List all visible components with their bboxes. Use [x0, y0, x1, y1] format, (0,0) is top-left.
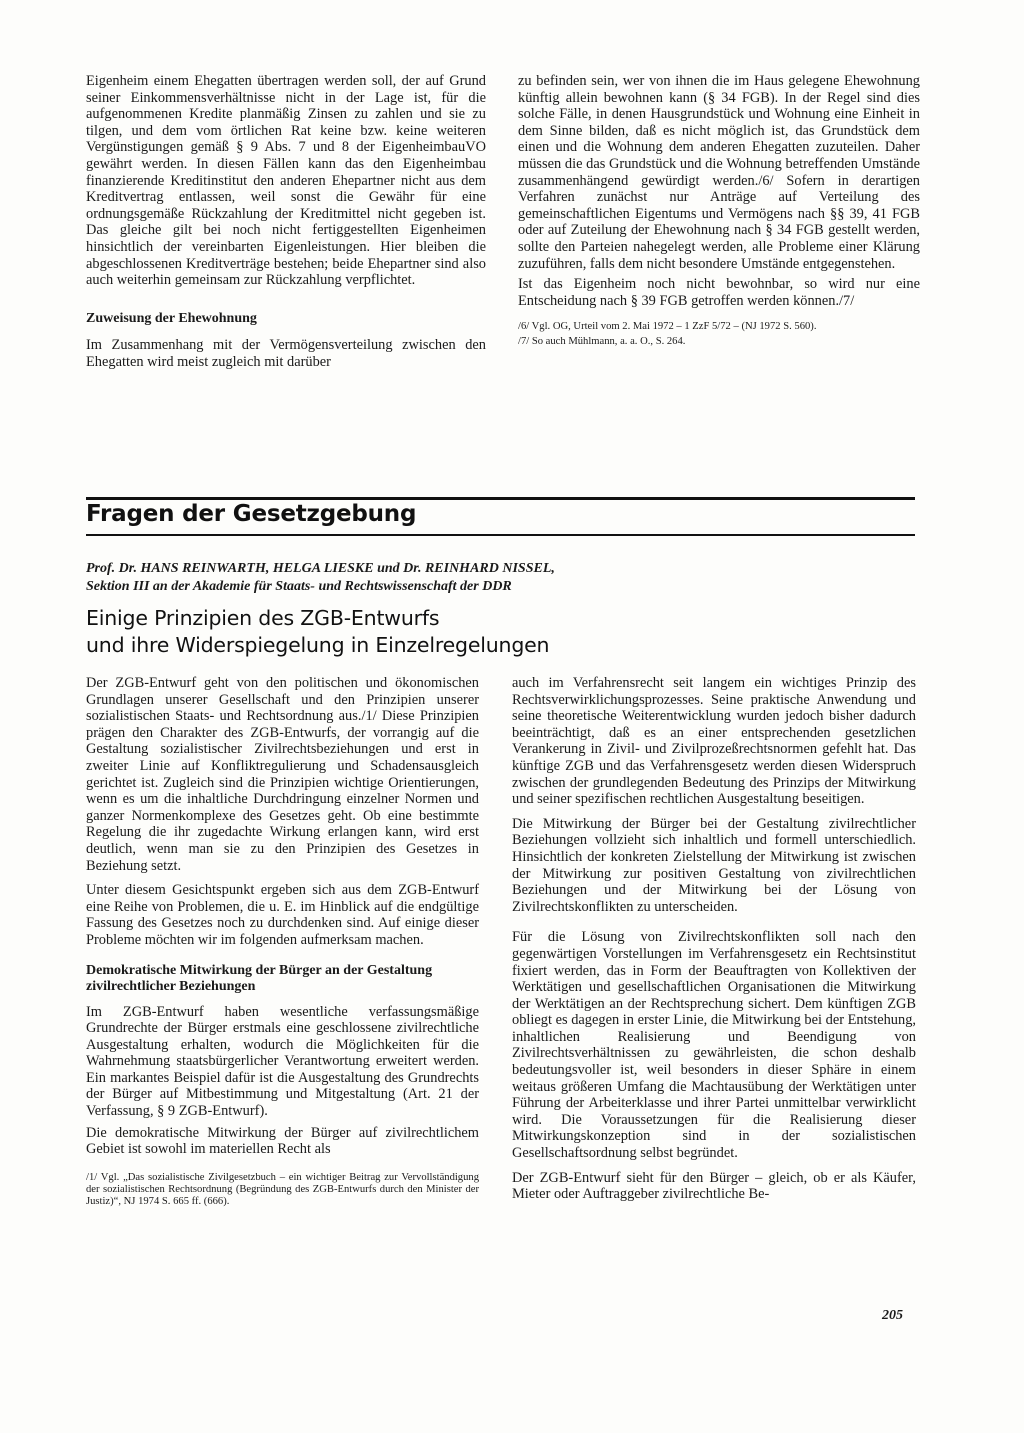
article-left-column — [86, 675, 479, 1211]
footnote-6: /6/ Vgl. OG, Urteil vom 2. Mai 1972 – 1 ZzF 5/72 – (NJ 1972 S. 560). — [518, 321, 817, 333]
top-left-paragraph-2: Im Zusammenhang mit der Vermögensverteilung zwischen den Ehegatten wird meist zugleich mit darüber — [86, 337, 486, 370]
authors-line-2: Sektion III an der Akademie für Staats- und Rechtswissenschaft der DDR — [86, 579, 512, 594]
top-left-paragraph-1: Eigenheim einem Ehegatten übertragen werden soll, der auf Grund seiner Einkommensverhältnisse nicht in der Lage ist, für die aufgenommenen Kredite planmäßig Zinsen zu zahlen und sie zu tilgen, und dem vom örtlichen Rat keine bzw. keine weiteren Vergünstigungen gemäß § 9 Abs. 7 und 8 der EigenheimbauVO gewährt werden. In diesen Fällen kann das den Eigenheimbau finanzierende Kreditinstitut den anderen Ehepartner nicht aus dem Kreditvertrag entlassen, weil sonst die Gewähr für eine ordnungsgemäße Rückzahlung der Kreditmittel nicht gegeben ist. Das gleiche gilt bei noch nicht fertiggestellten Eigenheimen hinsichtlich der vereinbarten Eigenleistungen. Hier bleiben die abgeschlossenen Kreditverträge bestehen; beide Ehepartner sind also auch weiterhin gemeinsam zur Rückzahlung verpflichtet. — [86, 73, 486, 289]
subheading-zuweisung: Zuweisung der Ehewohnung — [86, 310, 257, 326]
article-left-paragraph-4: Die demokratische Mitwirkung der Bürger auf zivilrechtlichem Gebiet ist sowohl im materiellen Recht als — [86, 1124, 479, 1158]
section-top-rule — [86, 497, 915, 500]
top-right-column — [518, 73, 920, 351]
top-right-paragraph-2: Ist das Eigenheim noch nicht bewohnbar, so wird nur eine Entscheidung nach § 39 FGB getroffen werden können./7/ — [518, 276, 920, 309]
article-right-column — [512, 675, 916, 1211]
article-right-paragraph-1: auch im Verfahrensrecht seit langem ein wichtiges Prinzip des Rechtsverwirklichungsprozesses. Seine praktische Anwendung und seine theoretische Weiterentwicklung wurden jedoch bisher dadurch beeinträchtigt, daß es an einer entsprechenden gesetzlichen Verankerung in Zivil- und Zivilprozeßrechtsnormen gefehlt hat. Das künftige ZGB und das Verfahrensgesetz werden diesen Widerspruch zwischen der grundlegenden Bedeutung des Prinzips der Mitwirkung und seiner spezifischen rechtlichen Ausgestaltung beseitigen. — [512, 675, 916, 808]
top-left-column — [86, 73, 486, 378]
article-right-paragraph-2: Die Mitwirkung der Bürger bei der Gestaltung zivilrechtlicher Beziehungen vollzieht sich inhaltlich und formell unterschiedlich. Hinsichtlich der konkreten Zielstellung der Mitwirkung ist zwischen der Mitwirkung zur positiven Gestaltung von zivilrechtlichen Beziehungen und der Mitwirkung bei der Lösung von Zivilrechtskonflikten zu unterscheiden. — [512, 815, 916, 915]
article-title-line-2: und ihre Widerspiegelung in Einzelregelungen — [86, 633, 550, 657]
top-right-paragraph-1: zu befinden sein, wer von ihnen die im Haus gelegene Ehewohnung künftig allein bewohnen kann (§ 34 FGB). In der Regel sind dies solche Fälle, in denen Hausgrundstück und Wohnung eine Einheit in dem Sinne bilden, daß es nicht möglich ist, das Grundstück dem einen und die Wohnung dem anderen Ehegatten zuzuteilen. Daher müssen die das Grundstück und die Wohnung betreffenden Umstände zusammenhängend gewürdigt werden./6/ Sofern in derartigen Verfahren zunächst nur Anträge auf Verteilung des gemeinschaftlichen Eigentums und Vermögens nach §§ 39, 41 FGB oder auf Zuteilung der Ehewohnung nach § 34 FGB gestellt werden, sollte den Parteien nahegelegt werden, alle Probleme einer Klärung zuzuführen, falls dem nicht besondere Umstände entgegenstehen. — [518, 73, 920, 272]
section-title: Fragen der Gesetzgebung — [86, 501, 417, 527]
article-title-line-1: Einige Prinzipien des ZGB-Entwurfs — [86, 606, 440, 630]
authors-line-1: Prof. Dr. HANS REINWARTH, HELGA LIESKE und Dr. REINHARD NISSEL, — [86, 561, 555, 576]
section-bottom-rule — [86, 534, 915, 536]
article-right-paragraph-3: Für die Lösung von Zivilrechtskonflikten soll nach den gegenwärtigen Vorstellungen im Verfahrensgesetz ein Rechtsinstitut fixiert werden, das in Form der Beauftragten von Kollektiven der Werktätigen und gesellschaftlichen Organisationen die Mitwirkung der Werktätigen an der Rechtsprechung sichert. Dem künftigen ZGB obliegt es dagegen in erster Linie, die Mitwirkung bei der Entstehung, inhaltlichen Realisierung und Beendigung von Zivilrechtsverhältnissen zu gewährleisten, die schon deshalb bedeutungsvoller ist, weil besonders in dieser Sphäre in einem weitaus größeren Umfang die Machtausübung der Werktätigen unter Führung der Arbeiterklasse und ihrer Partei unmittelbar verwirklicht wird. Die Voraussetzungen für die Realisierung dieser Mitwirkungskonzeption sind in der sozialistischen Gesellschaftsordnung selbst begründet. — [512, 929, 916, 1162]
page-number: 205 — [882, 1308, 903, 1323]
article-left-paragraph-1: Der ZGB-Entwurf geht von den politischen und ökonomischen Grundlagen unserer Gesellschaft und den Prinzipien unserer sozialistischen Staats- und Rechtsordnung aus./1/ Diese Prinzipien prägen den Charakter des ZGB-Entwurfs, der vorrangig auf die Gestaltung sozialistischer Zivilrechtsbeziehungen und erst in zweiter Linie auf Konfliktregulierung und Schadensausgleich gerichtet ist. Zugleich sind die Prinzipien wichtige Orientierungen, wenn es um die inhaltliche Durchdringung einzelner Normen und ganzer Normenkomplexe des Gesetzes geht. Ob eine bestimmte Regelung die ihr zugedachte Wirkung erlangen kann, wird erst deutlich, wenn man sie zu den Prinzipien des Gesetzes in Beziehung setzt. — [86, 675, 479, 874]
footnote-7: /7/ So auch Mühlmann, a. a. O., S. 264. — [518, 336, 686, 348]
article-left-paragraph-3: Im ZGB-Entwurf haben wesentliche verfassungsmäßige Grundrechte der Bürger erstmals eine geschlossene zivilrechtliche Ausgestaltung erhalten, wodurch die Möglichkeiten für die Wahrnehmung staatsbürgerlicher Verantwortung erweitert werden. Ein markantes Beispiel dafür ist die Ausgestaltung des Grundrechts der Bürger auf Mitbestimmung und Mitgestaltung (Art. 21 der Verfassung, § 9 ZGB-Entwurf). — [86, 1003, 479, 1120]
subheading-demokratische-mitwirkung: Demokratische Mitwirkung der Bürger an der Gestaltung zivilrechtlicher Beziehungen — [86, 962, 433, 994]
article-right-paragraph-4: Der ZGB-Entwurf sieht für den Bürger – gleich, ob er als Käufer, Mieter oder Auftraggeber zivilrechtliche Be- — [512, 1169, 916, 1203]
article-left-paragraph-2: Unter diesem Gesichtspunkt ergeben sich aus dem ZGB-Entwurf eine Reihe von Problemen, die u. E. im Hinblick auf die endgültige Fassung des Gesetzes noch zu durchdenken sind. Auf einige dieser Probleme möchten wir im folgenden aufmerksam machen. — [86, 882, 479, 948]
footnote-1: /1/ Vgl. „Das sozialistische Zivilgesetzbuch – ein wichtiger Beitrag zur Vervollständigung der sozialistischen Rechtsordnung (Begründung des ZGB-Entwurfs durch den Minister der Justiz)“, NJ 1974 S. 665 ff. (666). — [86, 1171, 479, 1207]
